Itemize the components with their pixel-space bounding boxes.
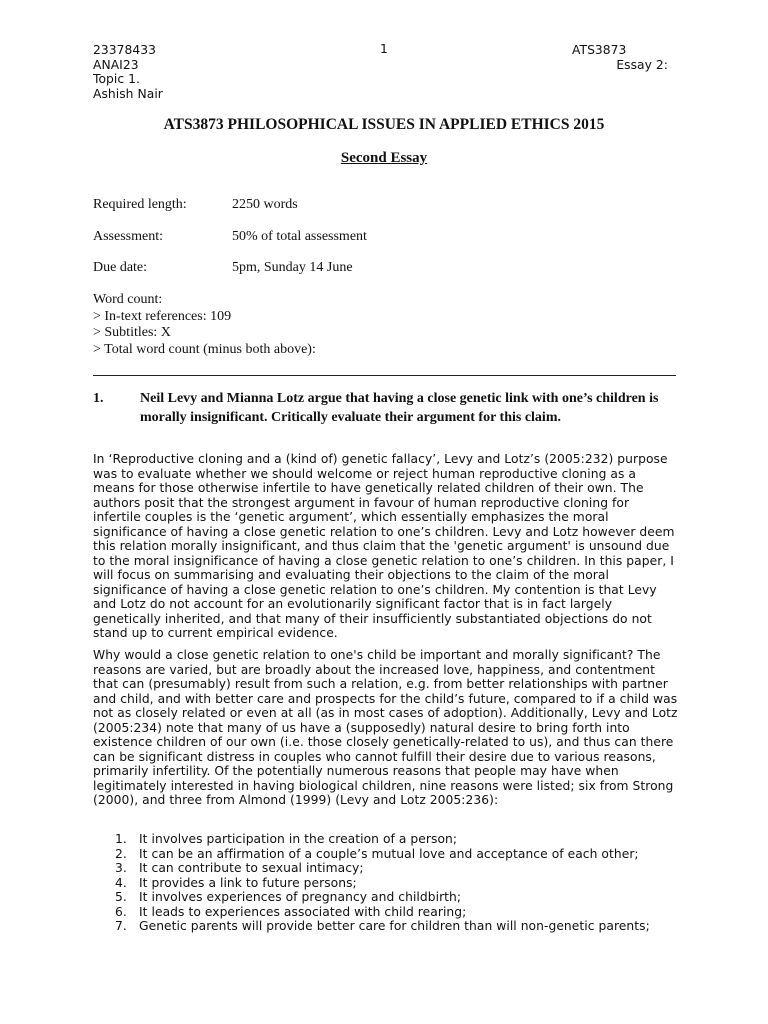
list-item-number: 4. (115, 875, 127, 890)
requirement-label: Assessment: (93, 229, 163, 244)
list-item-text: It involves participation in the creation of a person; (139, 832, 458, 846)
list-item-text: It involves experiences of pregnancy and childbirth; (139, 890, 462, 904)
list-item-number: 7. (115, 919, 127, 933)
unit-code: ATS3873 (572, 43, 627, 57)
requirement-label: Required length: (93, 197, 187, 212)
list-item-text: It leads to experiences associated with child rearing; (139, 904, 467, 919)
list-item (115, 861, 685, 876)
question-text: Neil Levy and Mianna Lotz argue that having a close genetic link with one’s children is morally insignificant. Critically evaluate their argument for this claim. (140, 391, 659, 425)
topic-label: Topic 1. (93, 72, 140, 86)
student-name: Ashish Nair (93, 86, 163, 101)
list-item-text: It can be an affirmation of a couple’s mutual love and acceptance of each other; (139, 846, 639, 861)
list-item-number: 3. (115, 861, 127, 875)
word-count-line: > Subtitles: X (93, 325, 171, 340)
list-item (115, 919, 685, 934)
document-title: ATS3873 PHILOSOPHICAL ISSUES IN APPLIED ETHICS 2015 (163, 116, 605, 133)
requirement-value: 2250 words (232, 197, 298, 212)
body-paragraph: In ‘Reproductive cloning and a (kind of) genetic fallacy’, Levy and Lotz’s (2005:232) purpose was to evaluate whether we should welcome or reject human reproductive cloning as a means for those otherwise infertile to have genetically related children of their own. The authors posit that the strongest argument in favour of human reproductive cloning for infertile couples is the ‘genetic argument’, which essentially emphasizes the moral significance of having a close genetic relation to one’s children. Levy and Lotz however deem this relation morally insignificant, and thus claim that the 'genetic argument' is unsound due to the moral insignificance of having a close genetic relation to one’s children. In this paper, I will focus on summarising and evaluating their objections to the claim of the moral significance of having a close genetic relation to one’s children. My contention is that Levy and Lotz do not account for an evolutionarily significant factor that is in fact largely genetically inherited, and that many of their insufficiently substantiated objections do not stand up to current empirical evidence. (93, 452, 675, 640)
list-item-number: 6. (115, 904, 127, 919)
reasons-list (115, 832, 685, 934)
list-item-number: 2. (115, 846, 127, 861)
list-item (115, 832, 685, 847)
list-item-number: 5. (115, 890, 127, 904)
word-count-heading: Word count: (93, 292, 163, 307)
header-student-info (93, 43, 163, 101)
list-item-number: 1. (115, 832, 127, 846)
list-item (115, 876, 685, 891)
question-number: 1. (93, 391, 104, 406)
word-count-block (93, 292, 316, 358)
list-item-text: Genetic parents will provide better care for children than will non-genetic parents; (139, 919, 650, 933)
word-count-line: > Total word count (minus both above): (93, 341, 316, 357)
horizontal-divider (93, 375, 676, 376)
student-id: 23378433 (93, 43, 156, 57)
student-code: ANAI23 (93, 57, 139, 72)
body-paragraph: Why would a close genetic relation to one's child be important and morally significant? The reasons are varied, but are broadly about the increased love, happiness, and contentment that can (presumably) result from such a relation, e.g. from better relationships with partner and child, and with better care and prospects for the child’s future, compared to if a child was not as closely related or even at all (as in most cases of adoption). Additionally, Levy and Lotz (2005:234) note that many of us have a (supposedly) natural desire to bring forth into existence children of our own (i.e. those closely genetically-related to us), and thus can there can be significant distress in couples who cannot fulfill their desire due to various reasons, primarily infertility. Of the potentially numerous reasons that people may have when legitimately interested in having biological children, nine reasons were listed; six from Strong (2000), and three from Almond (1999) (Levy and Lotz 2005:236): (93, 648, 678, 807)
list-item-text: It provides a link to future persons; (139, 875, 357, 890)
page-number: 1 (380, 42, 388, 56)
header-unit-info (572, 43, 668, 72)
list-item-text: It can contribute to sexual intimacy; (139, 861, 364, 875)
list-item (115, 890, 685, 905)
requirement-value: 5pm, Sunday 14 June (232, 260, 353, 275)
essay-label: Essay 2: (616, 57, 668, 72)
list-item (115, 905, 685, 920)
requirement-label: Due date: (93, 260, 148, 275)
document-subtitle: Second Essay (340, 150, 428, 166)
word-count-line: > In-text references: 109 (93, 308, 232, 324)
requirement-value: 50% of total assessment (232, 229, 367, 244)
list-item (115, 847, 685, 862)
